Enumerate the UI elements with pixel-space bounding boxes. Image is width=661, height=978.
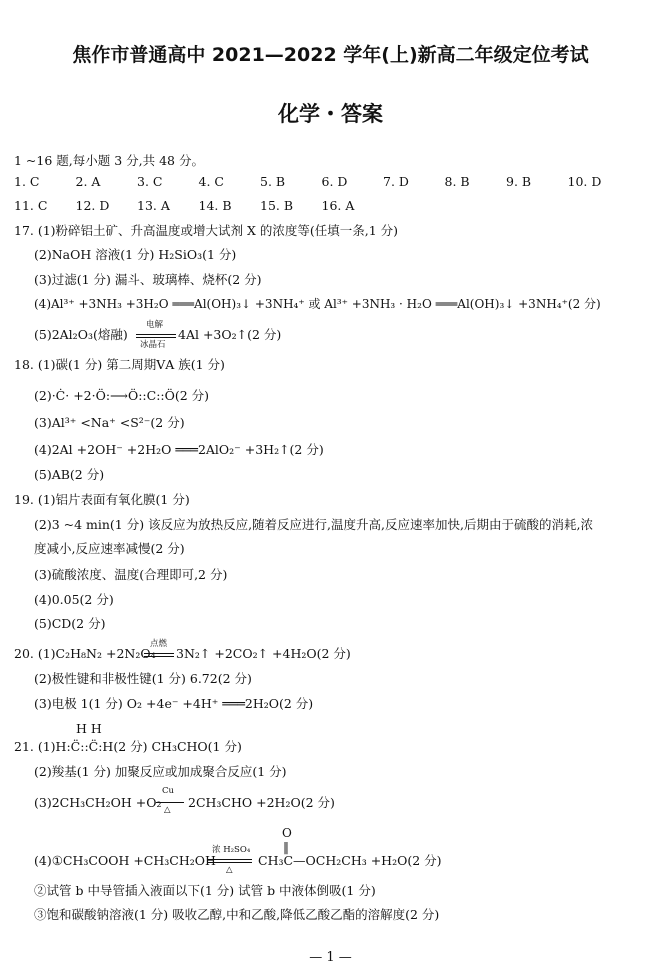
answer-12: 12. D [75, 198, 110, 213]
q20-part1-left: 20. (1)C₂H₈N₂ +2N₂O₄ [14, 646, 156, 661]
q21-part3-condition-bottom: △ [164, 805, 171, 815]
q17-part4: (4)Al³⁺ +3NH₃ +3H₂O ═══Al(OH)₃↓ +3NH₄⁺ 或 Al³⁺ +3NH₃ · H₂O ═══Al(OH)₃↓ +3NH₄⁺(2 分) [34, 297, 601, 311]
answer-8: 8. B [444, 174, 470, 189]
answer-4: 4. C [198, 174, 224, 189]
q19-part2-line1: (2)3 ~4 min(1 分) 该反应为放热反应,随着反应进行,温度升高,反应速率加快,后期由于硫酸的消耗,浓 [34, 517, 593, 532]
q17-part5-left: (5)2Al₂O₃(熔融) [34, 327, 128, 342]
q21-part3-right: 2CH₃CHO +2H₂O(2 分) [188, 795, 335, 810]
answer-6: 6. D [321, 174, 348, 189]
q21-part4-oxygen: O [282, 826, 292, 840]
q18-part1: 18. (1)碳(1 分) 第二周期ⅤA 族(1 分) [14, 357, 225, 372]
q17-condition-bottom: 冰晶石 [140, 340, 166, 350]
q18-part3: (3)Al³⁺ <Na⁺ <S²⁻(2 分) [34, 415, 185, 430]
answer-13: 13. A [137, 198, 170, 213]
q17-part2: (2)NaOH 溶液(1 分) H₂SiO₃(1 分) [34, 247, 237, 262]
q19-part2-line2: 度减小,反应速率减慢(2 分) [34, 541, 185, 556]
answer-1: 1. C [14, 174, 40, 189]
document-subtitle: 化学・答案 [278, 102, 383, 126]
q20-part1-right: 3N₂↑ +2CO₂↑ +4H₂O(2 分) [176, 646, 351, 661]
answer-5: 5. B [260, 174, 286, 189]
q17-part5-right: 4Al +3O₂↑(2 分) [178, 327, 282, 342]
answer-3: 3. C [137, 174, 163, 189]
answer-14: 14. B [198, 198, 232, 213]
q18-part5: (5)AB(2 分) [34, 467, 105, 482]
answer-16: 16. A [321, 198, 355, 213]
q18-part2: (2)·Ċ· +2·Ö:⟶Ö::C::Ö(2 分) [34, 388, 210, 403]
q21-part2: (2)羧基(1 分) 加聚反应或加成聚合反应(1 分) [34, 764, 287, 779]
q21-part1: 21. (1)H:C̈::C̈:H(2 分) CH₃CHO(1 分) [14, 739, 242, 754]
q21-hydrogen-row: H H [76, 721, 102, 736]
answer-2: 2. A [75, 174, 101, 189]
q21-part4-arrow-forward [208, 859, 252, 860]
mc-intro: 1 ~16 题,每小题 3 分,共 48 分。 [14, 153, 204, 168]
q18-part4: (4)2Al +2OH⁻ +2H₂O ═══2AlO₂⁻ +3H₂↑(2 分) [34, 442, 324, 457]
q21-part3-left: (3)2CH₃CH₂OH +O₂ [34, 795, 162, 810]
q21-part4-double-bond: ‖ [283, 840, 289, 854]
q20-part3: (3)电极 1(1 分) O₂ +4e⁻ +4H⁺ ═══2H₂O(2 分) [34, 696, 314, 711]
q21-part4-item2: ②试管 b 中导管插入液面以下(1 分) 试管 b 中液体倒吸(1 分) [34, 883, 376, 898]
q17-condition-top: 电解 [146, 320, 164, 330]
page-number: — 1 — [309, 950, 352, 965]
q21-part4-condition-top: 浓 H₂SO₄ [212, 845, 251, 855]
answer-10: 10. D [567, 174, 602, 189]
answer-7: 7. D [383, 174, 409, 189]
answer-11: 11. C [14, 198, 48, 213]
q17-part1: 17. (1)粉碎铝土矿、升高温度或增大试剂 X 的浓度等(任填一条,1 分) [14, 223, 399, 238]
q20-condition-top: 点燃 [150, 639, 168, 649]
q17-part3: (3)过滤(1 分) 漏斗、玻璃棒、烧杯(2 分) [34, 272, 262, 287]
mc-answers-row-1 [14, 174, 629, 189]
q20-equals-sign [144, 653, 174, 657]
answer-9: 9. B [506, 174, 532, 189]
q21-part4-left: (4)①CH₃COOH +CH₃CH₂OH [34, 853, 216, 868]
q19-part5: (5)CD(2 分) [34, 616, 106, 631]
q21-part4-arrow-reverse [208, 862, 252, 863]
q19-part1: 19. (1)铝片表面有氧化膜(1 分) [14, 492, 190, 507]
document-title: 焦作市普通高中 2021—2022 学年(上)新高二年级定位考试 [72, 44, 589, 66]
q21-part3-condition-top: Cu [162, 786, 174, 796]
q20-part2: (2)极性键和非极性键(1 分) 6.72(2 分) [34, 671, 252, 686]
answer-15: 15. B [260, 198, 294, 213]
q21-part4-right: CH₃C—OCH₂CH₃ +H₂O(2 分) [258, 853, 442, 868]
mc-answers-row-2 [14, 198, 383, 213]
q21-part3-arrow [156, 802, 184, 803]
q21-part4-condition-bottom: △ [226, 865, 233, 875]
q21-part4-item3: ③饱和碳酸钠溶液(1 分) 吸收乙醇,中和乙酸,降低乙酸乙酯的溶解度(2 分) [34, 907, 440, 922]
q19-part3: (3)硫酸浓度、温度(合理即可,2 分) [34, 567, 228, 582]
q19-part4: (4)0.05(2 分) [34, 592, 114, 607]
